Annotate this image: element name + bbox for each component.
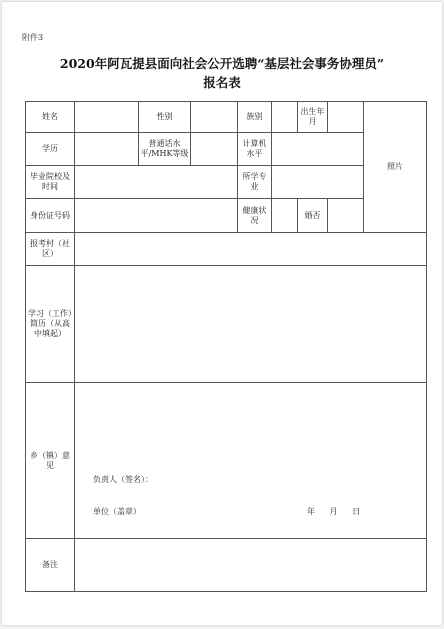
registration-form-page [2, 2, 442, 625]
responsible-signature-label: 负责人（签名）： [93, 475, 153, 484]
marital-label: 婚否 [298, 199, 328, 233]
graduation-school-field[interactable] [75, 166, 238, 199]
name-label: 姓名 [26, 102, 75, 133]
birth-field[interactable] [328, 102, 364, 133]
township-opinion-label: 乡（镇）意见 [26, 383, 75, 539]
date-label: 年 月 日 [307, 507, 361, 516]
id-number-field[interactable] [75, 199, 238, 233]
gender-label: 性别 [139, 102, 191, 133]
registration-table [25, 101, 427, 592]
photo-cell[interactable]: 照片 [364, 102, 427, 233]
ethnicity-field[interactable] [272, 102, 298, 133]
village-field[interactable] [75, 233, 427, 266]
ethnicity-label: 族别 [238, 102, 272, 133]
mandarin-level-label: 普通话水平/MHK等级 [139, 133, 191, 166]
form-title-line1: 2020年阿瓦提县面向社会公开选聘“基层社会事务协理员” [59, 56, 385, 71]
health-label: 健康状况 [238, 199, 272, 233]
major-label: 所学专业 [238, 166, 272, 199]
village-label: 报考村（社区） [26, 233, 75, 266]
gender-field[interactable] [191, 102, 238, 133]
township-opinion-field[interactable] [75, 383, 427, 539]
remarks-field[interactable] [75, 539, 427, 592]
major-field[interactable] [272, 166, 364, 199]
id-number-label: 身份证号码 [26, 199, 75, 233]
computer-level-field[interactable] [272, 133, 364, 166]
name-field[interactable] [75, 102, 139, 133]
marital-field[interactable] [328, 199, 364, 233]
computer-level-label: 计算机水平 [238, 133, 272, 166]
resume-label: 学习（工作）简历（从高中填起） [26, 266, 75, 383]
birth-label: 出生年月 [298, 102, 328, 133]
form-title-line2: 报名表 [203, 75, 241, 90]
health-field[interactable] [272, 199, 298, 233]
attachment-label: 附件3 [22, 33, 44, 42]
graduation-school-label: 毕业院校及时间 [26, 166, 75, 199]
education-field[interactable] [75, 133, 139, 166]
education-label: 学历 [26, 133, 75, 166]
unit-seal-label: 单位（盖章） [93, 507, 141, 516]
resume-field[interactable] [75, 266, 427, 383]
remarks-label: 备注 [26, 539, 75, 592]
mandarin-level-field[interactable] [191, 133, 238, 166]
